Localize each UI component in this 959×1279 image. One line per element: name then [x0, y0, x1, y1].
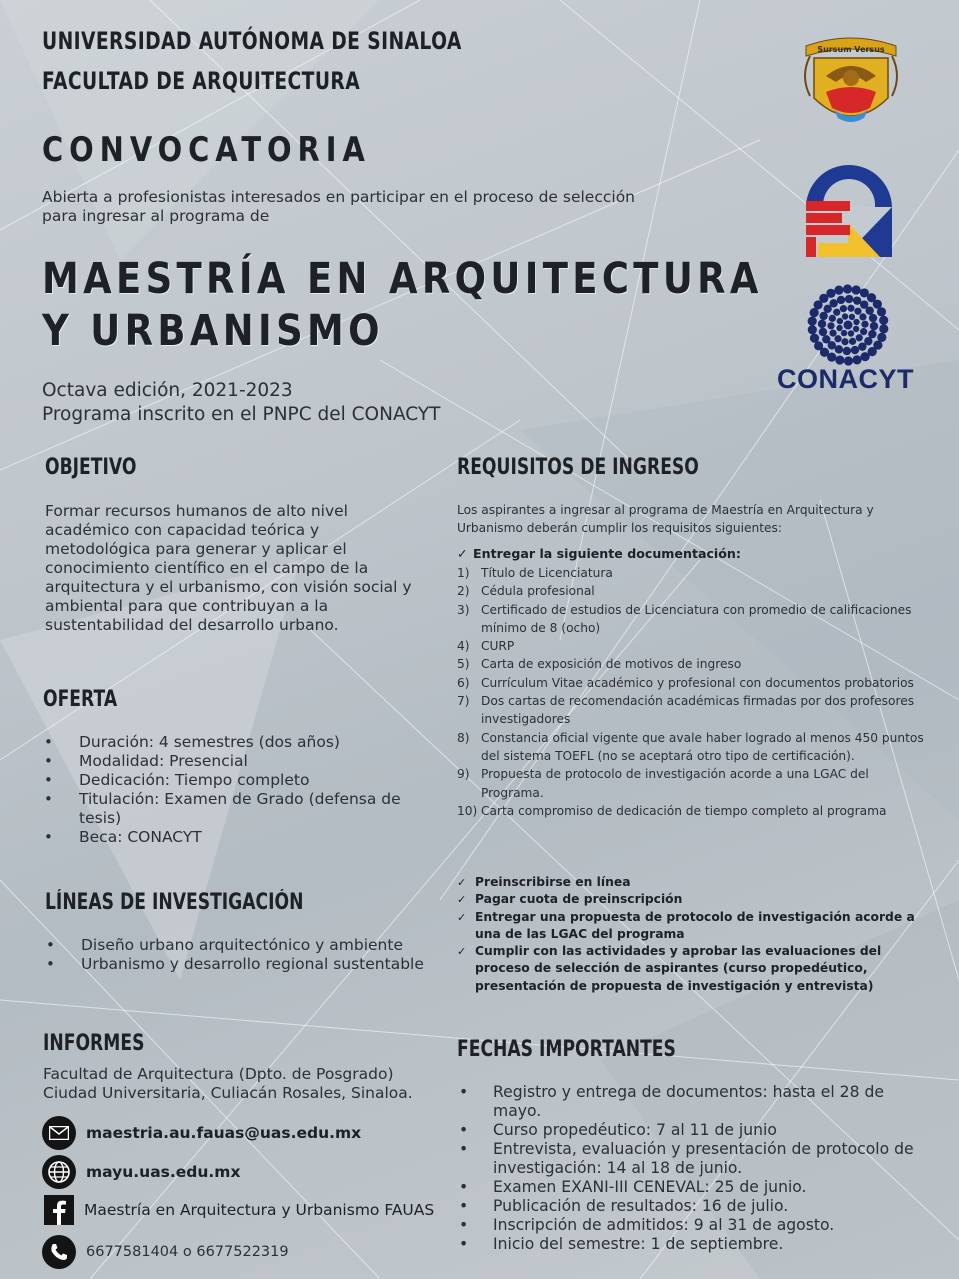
oferta-list	[42, 733, 422, 847]
requirement-check-item: ✓ Pagar cuota de preinscripción	[457, 891, 927, 908]
edition-text: Octava edición, 2021-2023	[42, 380, 293, 401]
document-number: 8)	[457, 730, 470, 745]
faculty-name: FACULTAD DE ARQUITECTURA	[42, 67, 361, 95]
objetivo-line: conocimiento científico en el campo de la	[45, 559, 369, 577]
conacyt-dot	[829, 315, 836, 322]
uas-banner-text: Sursum Versus	[817, 45, 885, 54]
conacyt-dot	[834, 286, 843, 295]
document-item	[457, 765, 932, 802]
documents-list	[457, 564, 932, 820]
fecha-item: • Registro y entrega de documentos: hasta el 28 de mayo.	[457, 1083, 937, 1121]
conacyt-dot	[808, 317, 817, 326]
globe-icon	[42, 1155, 76, 1189]
conacyt-dots-logo	[806, 283, 890, 367]
oferta-item: • Dedicación: Tiempo completo	[42, 771, 422, 790]
conacyt-dot	[810, 334, 819, 343]
facebook-icon	[44, 1195, 74, 1225]
fecha-item: • Curso propedéutico: 7 al 11 de junio	[457, 1121, 937, 1140]
conacyt-dot	[843, 347, 851, 355]
document-item	[457, 692, 932, 729]
conacyt-dot	[861, 321, 868, 328]
conacyt-dot	[822, 335, 830, 343]
conacyt-dot	[844, 321, 853, 330]
convocatoria-title: CONVOCATORIA	[42, 130, 371, 170]
conacyt-dot	[870, 322, 878, 330]
objetivo-text	[45, 502, 445, 635]
oferta-item: • Titulación: Examen de Grado (defensa de tesis)	[42, 790, 422, 828]
document-number: 9)	[457, 767, 470, 782]
informes-title: INFORMES	[43, 1031, 145, 1056]
conacyt-dot	[859, 313, 866, 320]
pnpc-text: Programa inscrito en el PNPC del CONACYT	[42, 404, 441, 425]
document-item	[457, 564, 932, 582]
phone-numbers[interactable]: 6677581404 o 6677522319	[86, 1244, 289, 1260]
document-text: Título de Licenciatura	[481, 566, 613, 580]
conacyt-dot	[841, 330, 847, 336]
docs-heading	[457, 546, 741, 561]
conacyt-dot	[853, 296, 861, 304]
informes-line-1: Facultad de Arquitectura (Dpto. de Posgrado)	[43, 1065, 394, 1083]
conacyt-dot	[833, 309, 840, 316]
document-number: 4)	[457, 639, 470, 654]
document-number: 1)	[457, 566, 470, 580]
document-item	[457, 802, 932, 820]
requirements-checklist	[457, 874, 927, 995]
conacyt-dot	[837, 296, 845, 304]
oferta-title: OFERTA	[43, 687, 118, 712]
conacyt-dot	[879, 316, 888, 325]
email-contact[interactable]	[42, 1116, 361, 1150]
oferta-item: • Modalidad: Presencial	[42, 752, 422, 771]
conacyt-dot	[860, 328, 867, 335]
conacyt-dot	[853, 326, 859, 332]
document-text: Currículum Vitae académico y profesional con documentos probatorios	[481, 675, 914, 690]
document-item	[457, 582, 932, 600]
conacyt-dot	[819, 328, 827, 336]
objetivo-line: sustentabilidad del desarrollo urbano.	[45, 616, 339, 634]
phone-contact[interactable]	[42, 1235, 289, 1269]
conacyt-dot	[852, 285, 861, 294]
conacyt-dot	[853, 319, 859, 325]
conacyt-dot	[861, 352, 870, 361]
conacyt-dot	[869, 314, 877, 322]
lineas-list	[44, 936, 439, 974]
requisitos-intro-line-2: Urbanismo deberán cumplir los requisitos siguientes:	[457, 521, 782, 535]
document-item	[457, 674, 932, 692]
facebook-contact[interactable]	[42, 1195, 434, 1225]
faculty-architecture-logo	[804, 163, 894, 259]
web-contact[interactable]	[42, 1155, 240, 1189]
requisitos-intro-line-1: Los aspirantes a ingresar al programa de Maestría en Arquitectura y	[457, 503, 874, 517]
check-icon: ✓	[457, 546, 468, 561]
document-number: 3)	[457, 602, 470, 617]
objetivo-line: ambiental para que contribuyan a la	[45, 597, 329, 615]
conacyt-dot	[879, 324, 888, 333]
document-text: Dos cartas de recomendación académicas firmadas por dos profesores investigadores	[481, 694, 915, 727]
conacyt-dot	[840, 305, 847, 312]
conacyt-dot	[842, 313, 848, 319]
document-item	[457, 601, 932, 638]
conacyt-dot	[826, 289, 835, 298]
document-number: 6)	[457, 675, 470, 690]
objetivo-line: Formar recursos humanos de alto nivel	[45, 502, 348, 520]
program-title-line-2: Y URBANISMO	[42, 306, 384, 356]
intro-line-1: Abierta a profesionistas interesados en participar en el proceso de selección	[42, 188, 636, 206]
linea-item: • Urbanismo y desarrollo regional sustentable	[44, 955, 439, 974]
document-number: 7)	[457, 694, 470, 709]
email-link[interactable]: maestria.au.fauas@uas.edu.mx	[86, 1124, 362, 1142]
conacyt-dot	[868, 330, 876, 338]
requirement-check-item: ✓ Entregar una propuesta de protocolo de investigación acorde a una de las LGAC del programa	[457, 909, 927, 944]
document-number: 5)	[457, 657, 470, 672]
mail-icon	[42, 1116, 76, 1150]
document-number: 10)	[457, 803, 478, 818]
document-item	[457, 637, 932, 655]
fecha-item: • Examen EXANI-III CENEVAL: 25 de junio.	[457, 1178, 937, 1197]
document-item	[457, 655, 932, 673]
intro-text	[42, 188, 742, 226]
conacyt-dot	[829, 329, 836, 336]
conacyt-dot	[858, 342, 866, 350]
lineas-title: LÍNEAS DE INVESTIGACIÓN	[45, 890, 304, 915]
conacyt-dot	[854, 308, 861, 315]
conacyt-logo-text: CONACYT	[777, 364, 914, 394]
program-title-line-1: MAESTRÍA EN ARQUITECTURA	[42, 254, 763, 304]
website-link[interactable]: mayu.uas.edu.mx	[86, 1163, 241, 1181]
conacyt-dot	[819, 312, 827, 320]
conacyt-dot	[818, 320, 826, 328]
conacyt-dot	[865, 306, 873, 314]
fecha-item: • Inicio del semestre: 1 de septiembre.	[457, 1235, 937, 1254]
informes-address	[43, 1065, 413, 1103]
conacyt-dot	[848, 330, 854, 336]
document-text: Carta compromiso de dedicación de tiempo completo al programa	[481, 803, 887, 818]
oferta-item: • Duración: 4 semestres (dos años)	[42, 733, 422, 752]
document-text: Carta de exposición de motivos de ingreso	[481, 657, 742, 672]
conacyt-dot	[849, 314, 855, 320]
conacyt-dot	[845, 295, 853, 303]
linea-item: • Diseño urbano arquitectónico y ambiente	[44, 936, 439, 955]
fecha-item: • Publicación de resultados: 16 de julio.	[457, 1197, 937, 1216]
informes-line-2: Ciudad Universitaria, Culiacán Rosales, Sinaloa.	[43, 1084, 413, 1102]
facebook-link[interactable]: Maestría en Arquitectura y Urbanismo FAUAS	[84, 1201, 435, 1219]
fecha-item: • Inscripción de admitidos: 9 al 31 de agosto.	[457, 1216, 937, 1235]
conacyt-dot	[851, 346, 859, 354]
objetivo-title: OBJETIVO	[45, 455, 137, 480]
conacyt-dot	[827, 322, 834, 329]
fechas-title: FECHAS IMPORTANTES	[457, 1037, 676, 1062]
conacyt-dot	[834, 335, 841, 342]
conacyt-dot	[856, 334, 863, 341]
conacyt-dot	[837, 318, 843, 324]
document-text: Constancia oficial vigente que avale haber logrado al menos 450 puntos del sistema TOEFL (no se aceptará otro tipo de certificación).	[481, 730, 924, 763]
conacyt-dot	[877, 307, 886, 316]
requirement-check-item: ✓ Cumplir con las actividades y aprobar las evaluaciones del proceso de selección de aspirantes (curso propedéutico, presentación de propuesta de investigación y entrevista)	[457, 943, 927, 995]
conacyt-dot	[843, 284, 852, 293]
requisitos-title: REQUISITOS DE INGRESO	[457, 455, 699, 480]
conacyt-dot	[849, 338, 856, 345]
requirement-check-item: ✓ Preinscribirse en línea	[457, 874, 927, 891]
conacyt-dot	[841, 338, 848, 345]
document-text: Certificado de estudios de Licenciatura con promedio de calificaciones mínimo de 8 (ocho)	[481, 602, 912, 635]
document-text: Cédula profesional	[481, 584, 595, 599]
oferta-item: • Beca: CONACYT	[42, 828, 422, 847]
conacyt-dot	[836, 325, 842, 331]
docs-heading-text: Entregar la siguiente documentación:	[473, 546, 741, 561]
document-text: Propuesta de protocolo de investigación acorde a una LGAC del Programa.	[481, 767, 869, 800]
conacyt-dot	[829, 299, 837, 307]
fechas-list	[457, 1083, 937, 1254]
fecha-item: • Entrevista, evaluación y presentación de protocolo de investigación: 14 al 18 de junio.	[457, 1140, 937, 1178]
conacyt-dot	[835, 345, 843, 353]
phone-icon	[42, 1235, 76, 1269]
objetivo-line: arquitectura y el urbanismo, con visión social y	[45, 578, 412, 596]
document-text: CURP	[481, 639, 515, 654]
university-name: UNIVERSIDAD AUTÓNOMA DE SINALOA	[42, 27, 462, 55]
document-item	[457, 729, 932, 766]
requisitos-intro	[457, 501, 917, 537]
uas-shield-logo	[796, 26, 906, 138]
intro-line-2: para ingresar al programa de	[42, 207, 270, 225]
conacyt-dot	[808, 325, 817, 334]
conacyt-dot	[847, 305, 854, 312]
objetivo-line: metodológica para generar y aplicar el	[45, 540, 347, 558]
objetivo-line: académico con capacidad teórica y	[45, 521, 320, 539]
document-number: 2)	[457, 584, 470, 599]
